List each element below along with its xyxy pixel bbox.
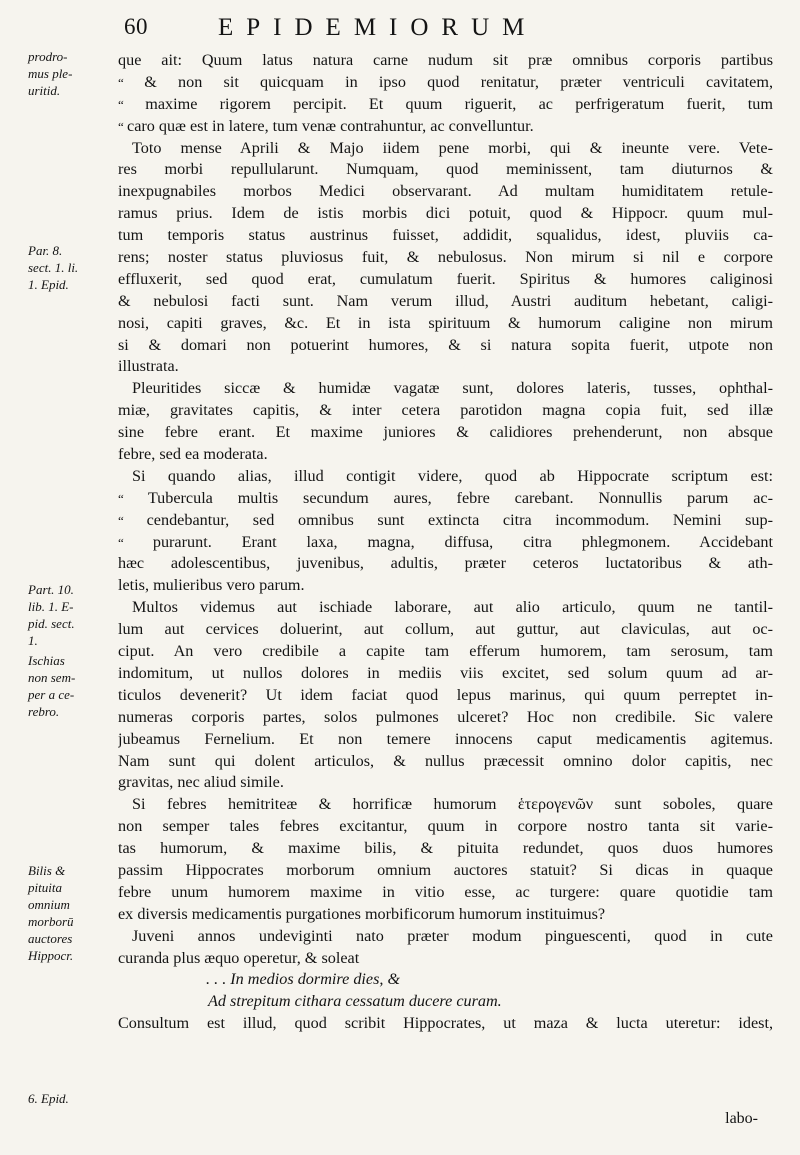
- text-line: Consultum est illud, quod scribit Hippocrates, ut maza & lucta uteretur: idest,: [118, 1014, 773, 1033]
- text-line: hæc adolescentibus, juvenibus, adultis, præter ceteros luctatoribus & ath-: [118, 554, 773, 573]
- text-line: Nam sunt qui dolent articulos, & nullus præcessit omnino dolor capitis, nec: [118, 751, 773, 770]
- text-line: res morbi repullularunt. Numquam, quod meminissent, tam diuturnos &: [118, 160, 773, 179]
- text-line: “ caro quæ est in latere, tum venæ contrahuntur, ac convelluntur.: [118, 116, 773, 138]
- text-line: inexpugnabiles morbos Medici observarant. Ad multam humiditatem retule-: [118, 182, 773, 201]
- margin-note-par-8: Par. 8. sect. 1. li. 1. Epid.: [28, 243, 79, 292]
- margin-note-6-epid: 6. Epid.: [28, 1091, 69, 1106]
- text-line: “ maxime rigorem percipit. Et quum riguerit, ac perfrigeratum fuerit, tum: [118, 94, 773, 116]
- margin-note-prodromus: prodro- mus ple- uritid.: [28, 49, 73, 98]
- text-line: ramus prius. Idem de istis morbis dici potuit, quod & Hippocr. quum mul-: [118, 204, 773, 223]
- text-line: “ Tubercula multis secundum aures, febre carebant. Nonnullis parum ac-: [118, 488, 773, 510]
- running-title: EPIDEMIORUM: [218, 14, 538, 41]
- text-line: “ cendebantur, sed omnibus sunt extincta citra incommodum. Nemini sup-: [118, 510, 773, 532]
- text-line: ex diversis medicamentis purgationes morbificorum humorum instituimus?: [118, 904, 606, 923]
- text-line: que ait: Quum latus natura carne nudum sit præ omnibus corporis partibus: [118, 51, 773, 69]
- text-line: indomitum, ut nullos dolores in mediis viis excitet, sed solum quum ad ar-: [118, 663, 773, 682]
- text-line: Si febres hemitriteæ & horrificæ humorum ἑτερογενῶν sunt soboles, quare: [132, 795, 773, 814]
- text-line: Pleuritides siccæ & humidæ vagatæ sunt, dolores lateris, tusses, ophthal-: [132, 379, 773, 398]
- page-number: 60: [124, 14, 148, 39]
- verse-line: Ad strepitum cithara cessatum ducere curam.: [208, 992, 502, 1011]
- text-line: tas humorum, & maxime bilis, & pituita redundet, quos duos humores: [118, 839, 773, 858]
- margin-note-bilis-pituita: Bilis & pituita omnium morborū auctores Hippocr.: [28, 863, 74, 963]
- text-line: passim Hippocrates morborum omnium auctores statuit? Si dicas in quaque: [118, 860, 773, 879]
- text-line: Toto mense Aprili & Majo iidem pene morbi, qui & ineunte vere. Vete-: [132, 138, 773, 157]
- margin-note-part-10: Part. 10. lib. 1. E- pid. sect. 1.: [28, 582, 75, 648]
- text-line: gravitas, nec aliud simile.: [118, 773, 284, 792]
- margin-note-ischias: Ischias non sem- per a ce- rebro.: [28, 653, 76, 719]
- running-head: [0, 14, 800, 44]
- text-line: ticulos devenerit? Ut idem faciat quod lepus marinus, qui quum perreptet in-: [118, 685, 773, 704]
- verse-line: . . . In medios dormire dies, &: [206, 970, 401, 989]
- text-line: rens; noster status pluviosus fuit, & nebulosus. Non mirum si nil e corpore: [118, 248, 773, 267]
- text-line: letis, mulieribus vero parum.: [118, 576, 305, 595]
- catchword: labo-: [725, 1110, 758, 1127]
- text-line: non semper tales febres excitantur, quum in corpore nostro tanta sit varie-: [118, 817, 773, 836]
- text-line: febre, sed ea moderata.: [118, 445, 268, 464]
- text-line: lum aut cervices doluerint, aut collum, aut guttur, aut claviculas, aut oc-: [118, 620, 773, 639]
- text-line: Juveni annos undeviginti nato præter modum pinguescenti, quod in cute: [132, 926, 773, 945]
- text-line: sine febre erant. Et maxime juniores & calidiores prehenderunt, non absque: [118, 423, 773, 442]
- text-line: febre unum humorem maxime in vitio esse, ac turgere: quare quotidie tam: [118, 882, 773, 901]
- text-line: si & domari non potuerint humores, & si natura sopita fuerit, utpote non: [118, 335, 773, 354]
- text-line: illustrata.: [118, 357, 179, 376]
- text-line: effluxerit, sed quod erat, cumulatum fuerit. Spiritus & humores caliginosi: [118, 269, 773, 288]
- text-line: Si quando alias, illud contigit videre, quod ab Hippocrate scriptum est:: [132, 466, 773, 485]
- text-line: “ purarunt. Erant laxa, magna, diffusa, citra phlegmonem. Accidebant: [118, 532, 773, 554]
- text-line: tum temporis status austrinus fuisset, addidit, squalidus, idest, pluviis ca-: [118, 226, 773, 245]
- text-line: miæ, gravitates capitis, & inter cetera parotidon magna copia fuit, sed illæ: [118, 401, 773, 420]
- text-line: Multos videmus aut ischiade laborare, aut alio articulo, quum ne tantil-: [132, 598, 773, 617]
- body-text: [118, 50, 773, 1035]
- text-line: & nebulosi facti sunt. Nam verum illud, Austri auditum hebetant, caligi-: [118, 291, 773, 310]
- text-line: jubeamus Fernelium. Et non temere innocens caput medicamentis agitemus.: [118, 729, 773, 748]
- text-line: “ & non sit quicquam in ipso quod renitatur, præter ventriculi cavitatem,: [118, 72, 773, 94]
- text-line: numeras corporis partes, solos pulmones ulceret? Hoc non credibile. Sic valere: [118, 707, 773, 726]
- text-line: nosi, capiti graves, &c. Et in ista spirituum & humorum caligine non mirum: [118, 313, 773, 332]
- text-line: ciput. An vero credibile a capite tam efferum humorem, tam serosum, tam: [118, 642, 773, 661]
- text-line: curanda plus æquo operetur, & soleat: [118, 948, 360, 967]
